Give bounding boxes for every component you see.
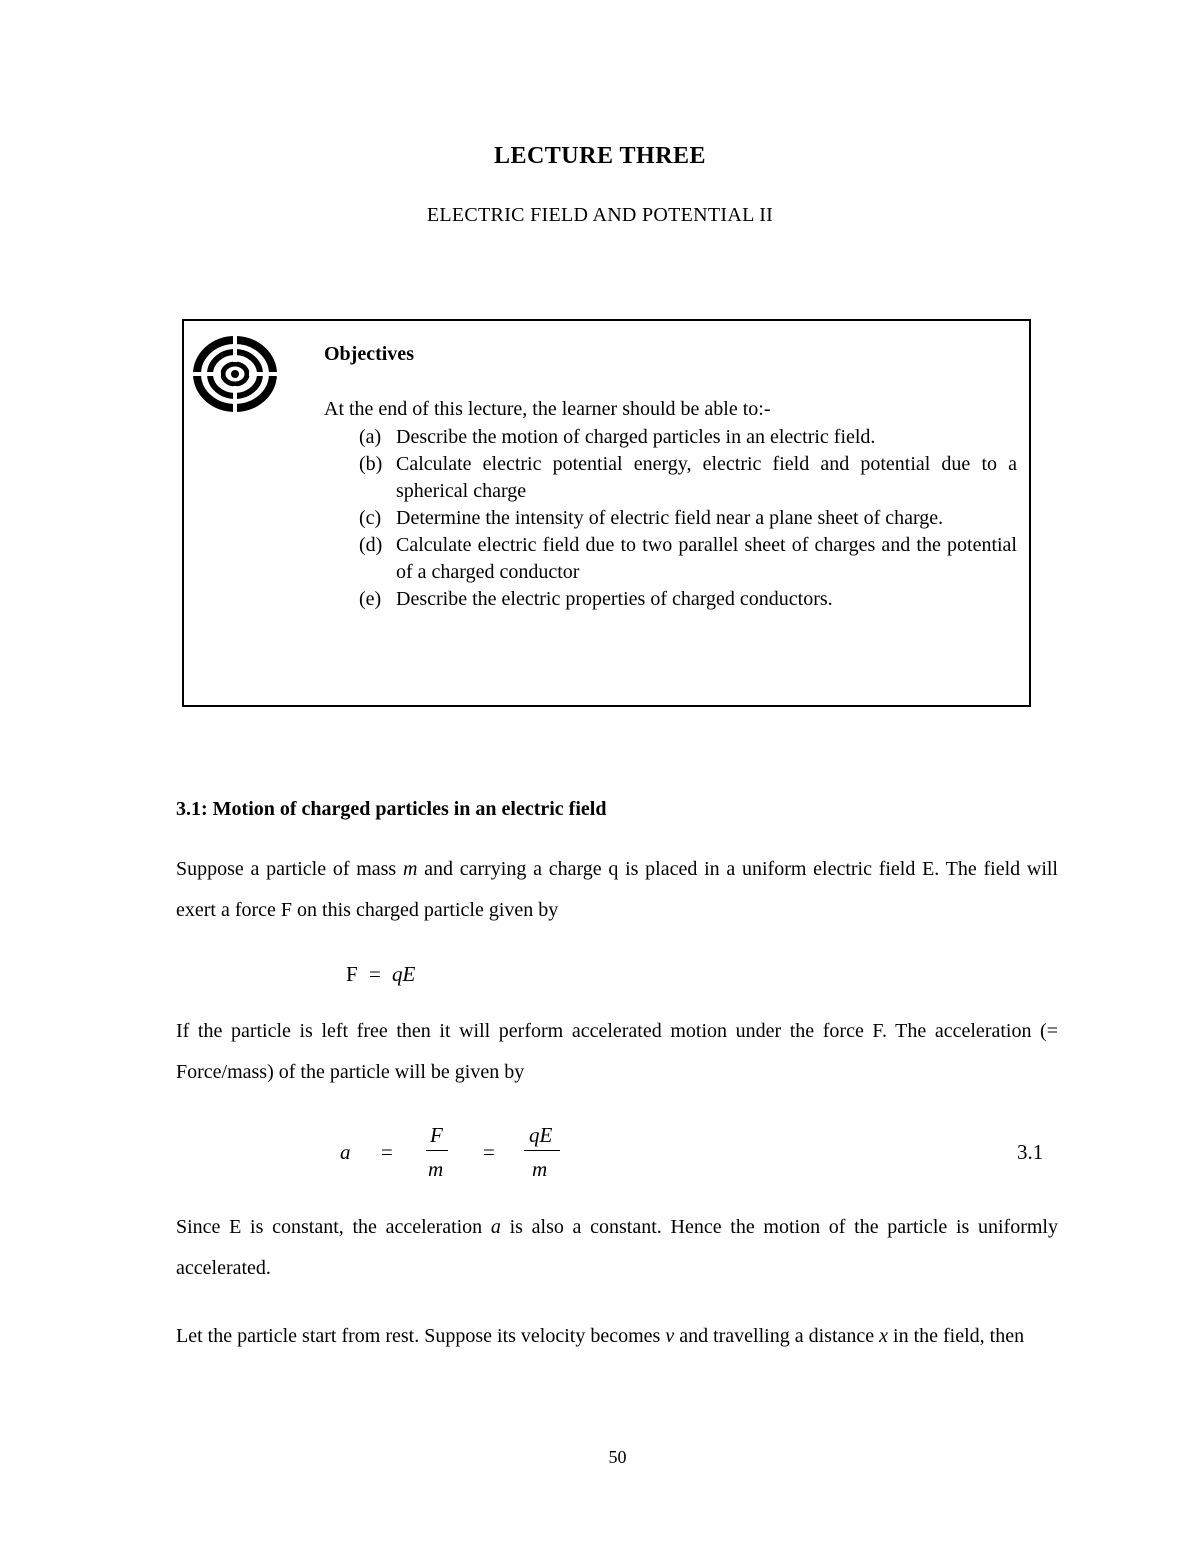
- paragraph-text: Let the particle start from rest. Suppose its velocity becomes: [176, 1325, 666, 1347]
- paragraph-text: Since E is constant, the acceleration: [176, 1216, 491, 1238]
- objective-item: [359, 532, 1017, 586]
- objective-item: [359, 505, 1017, 532]
- paragraph: [176, 1316, 1058, 1357]
- math-variable: m: [402, 858, 418, 880]
- objective-item: [359, 424, 1017, 451]
- objective-text: Calculate electric potential energy, electric field and potential due to a spherical charge: [396, 453, 1017, 502]
- objective-text: Calculate electric field due to two parallel sheet of charges and the potential of a charged conductor: [396, 534, 1017, 583]
- objective-item: [359, 451, 1017, 505]
- paragraph-text: and travelling a distance: [674, 1325, 880, 1347]
- paragraph-text: in the field, then: [888, 1325, 1025, 1347]
- objective-item: [359, 586, 1017, 613]
- target-icon: [192, 336, 278, 412]
- math-variable: v: [665, 1325, 675, 1347]
- equation-number: 3.1: [1017, 1140, 1044, 1164]
- objectives-intro: At the end of this lecture, the learner should be able to:-: [324, 398, 771, 420]
- equation-equals: =: [381, 1140, 393, 1164]
- lecture-title: LECTURE THREE: [493, 143, 707, 169]
- section-heading: 3.1: Motion of charged particles in an electric field: [176, 798, 607, 820]
- fraction-bar: [524, 1150, 560, 1151]
- paragraph-text: Suppose a particle of mass: [176, 858, 403, 880]
- objective-marker: (b): [359, 453, 383, 475]
- equation-equals: =: [368, 962, 381, 986]
- objective-marker: (d): [359, 534, 383, 556]
- fraction-numerator: qE: [529, 1123, 553, 1147]
- paragraph: [176, 1207, 1058, 1289]
- objective-marker: (c): [359, 507, 382, 529]
- equation-force: [346, 962, 415, 987]
- fraction-denominator: m: [428, 1157, 444, 1181]
- fraction-denominator: m: [532, 1157, 548, 1181]
- equation-acceleration: [0, 1120, 1200, 1180]
- fraction-numerator: F: [430, 1123, 443, 1147]
- math-variable: x: [879, 1325, 889, 1347]
- fraction-bar: [426, 1150, 448, 1151]
- objective-text: Describe the electric properties of charged conductors.: [396, 588, 833, 610]
- equation-lhs: a: [340, 1140, 351, 1164]
- equation-equals: =: [483, 1140, 495, 1164]
- paragraph: If the particle is left free then it will perform accelerated motion under the force F. The acceleration (= Force/mass) of the particle will be given by: [176, 1020, 1058, 1083]
- paragraph-text: and carrying a charge q is placed in a uniform electric field E. The field will exert a force F on this charged particle given by: [176, 858, 1058, 921]
- objectives-heading: Objectives: [324, 343, 414, 365]
- objective-marker: (e): [359, 588, 382, 610]
- paragraph-text: is also a constant. Hence the motion of the particle is uniformly accelerated.: [176, 1216, 1058, 1279]
- page-number: 50: [608, 1447, 627, 1467]
- objective-text: Determine the intensity of electric field near a plane sheet of charge.: [396, 507, 944, 529]
- equation-rhs: qE: [392, 962, 416, 986]
- math-variable: a: [490, 1216, 501, 1238]
- paragraph: [176, 849, 1058, 931]
- objective-marker: (a): [359, 426, 382, 448]
- objectives-list: [359, 424, 1017, 613]
- objective-text: Describe the motion of charged particles in an electric field.: [396, 426, 876, 448]
- equation-lhs: F: [346, 962, 358, 986]
- lecture-subtitle: ELECTRIC FIELD AND POTENTIAL II: [426, 204, 774, 226]
